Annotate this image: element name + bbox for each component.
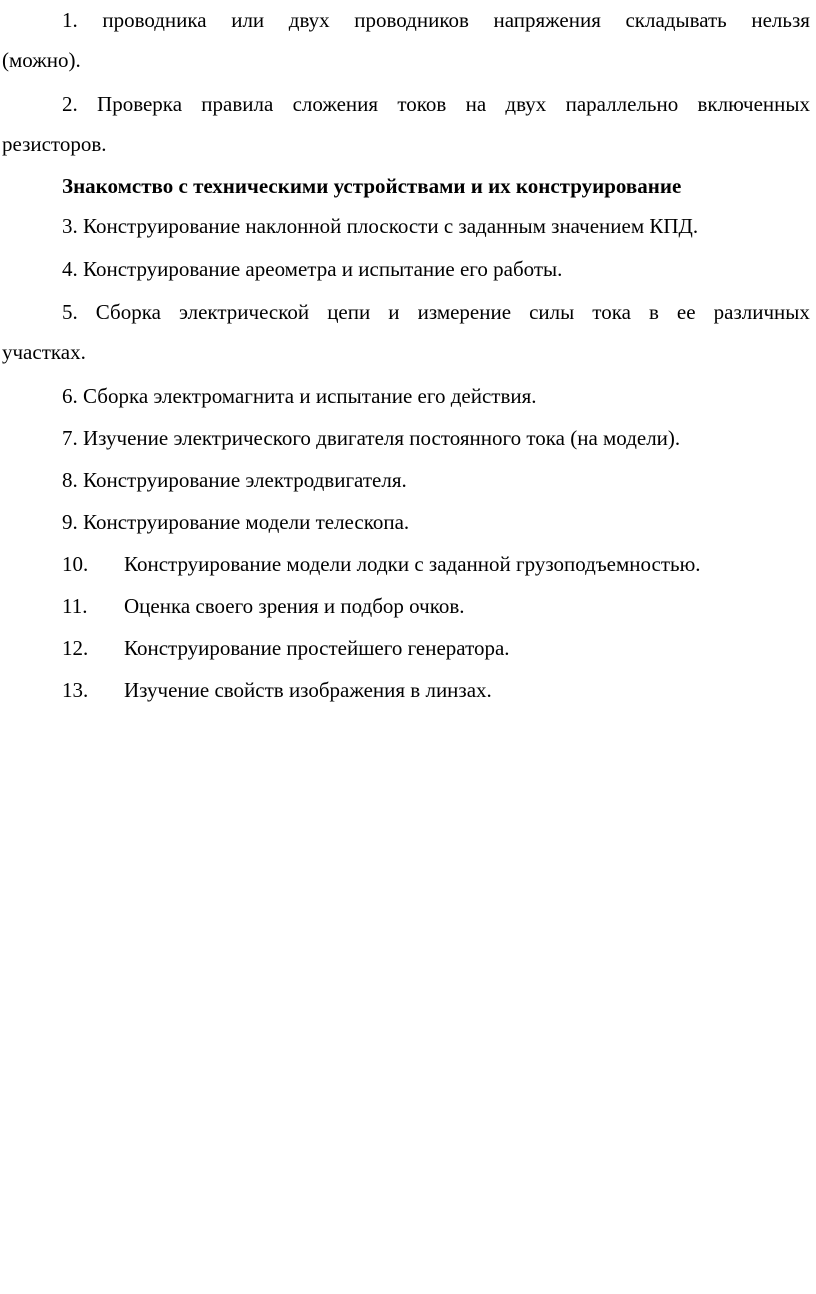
word: токов [397,92,447,116]
list-item-8: 8. Конструирование электродвигателя. [62,468,407,492]
item-text: Изучение свойств изображения в линзах. [124,678,492,702]
word: тока [592,300,631,324]
word: проводника [102,8,207,32]
list-item-9: 9. Конструирование модели телескопа. [62,510,410,534]
word: в [648,300,659,324]
paragraph-1-line-1 [62,10,810,31]
word: цепи [327,300,371,324]
word: измерение [417,300,512,324]
word: 5. [62,300,78,324]
list-item-13 [62,680,492,701]
word: двух [505,92,547,116]
item-number: 11. [62,594,88,618]
item-number: 12. [62,636,89,660]
item-number: 13. [62,678,89,702]
word: проводников [354,8,469,32]
list-item-4: 4. Конструирование ареометра и испытание его работы. [62,257,563,281]
word: складывать [625,8,727,32]
paragraph-5-line-1 [62,302,810,323]
paragraph-5-line-2: участках. [2,340,86,364]
word: ее [676,300,696,324]
item-text: Конструирование модели лодки с заданной грузоподъемностью. [124,552,701,576]
word: двух [288,8,330,32]
item-number: 10. [62,552,89,576]
item-text: Конструирование простейшего генератора. [124,636,510,660]
list-item-6: 6. Сборка электромагнита и испытание его действия. [62,384,537,408]
paragraph-2-line-1 [62,94,810,115]
word: параллельно [565,92,679,116]
word: силы [529,300,575,324]
word: Сборка [95,300,161,324]
item-text: Оценка своего зрения и подбор очков. [124,594,465,618]
list-item-3: 3. Конструирование наклонной плоскости с заданным значением КПД. [62,214,699,238]
list-item-7: 7. Изучение электрического двигателя постоянного тока (на модели). [62,426,681,450]
section-heading: Знакомство с техническими устройствами и их конструирование [62,174,682,198]
paragraph-2-line-2: резисторов. [2,132,107,156]
list-item-12 [62,638,510,659]
word: различных [713,300,810,324]
word: правила [201,92,274,116]
word: на [465,92,487,116]
list-item-11 [62,596,465,617]
word: или [231,8,265,32]
word: включенных [697,92,810,116]
word: Проверка [97,92,183,116]
word: и [388,300,400,324]
paragraph-1-line-2: (можно). [2,48,81,72]
word: напряжения [493,8,601,32]
word: сложения [292,92,379,116]
list-item-10 [62,554,701,575]
word: нельзя [751,8,810,32]
word: 2. [62,92,78,116]
word: электрической [179,300,310,324]
word: 1. [62,8,78,32]
